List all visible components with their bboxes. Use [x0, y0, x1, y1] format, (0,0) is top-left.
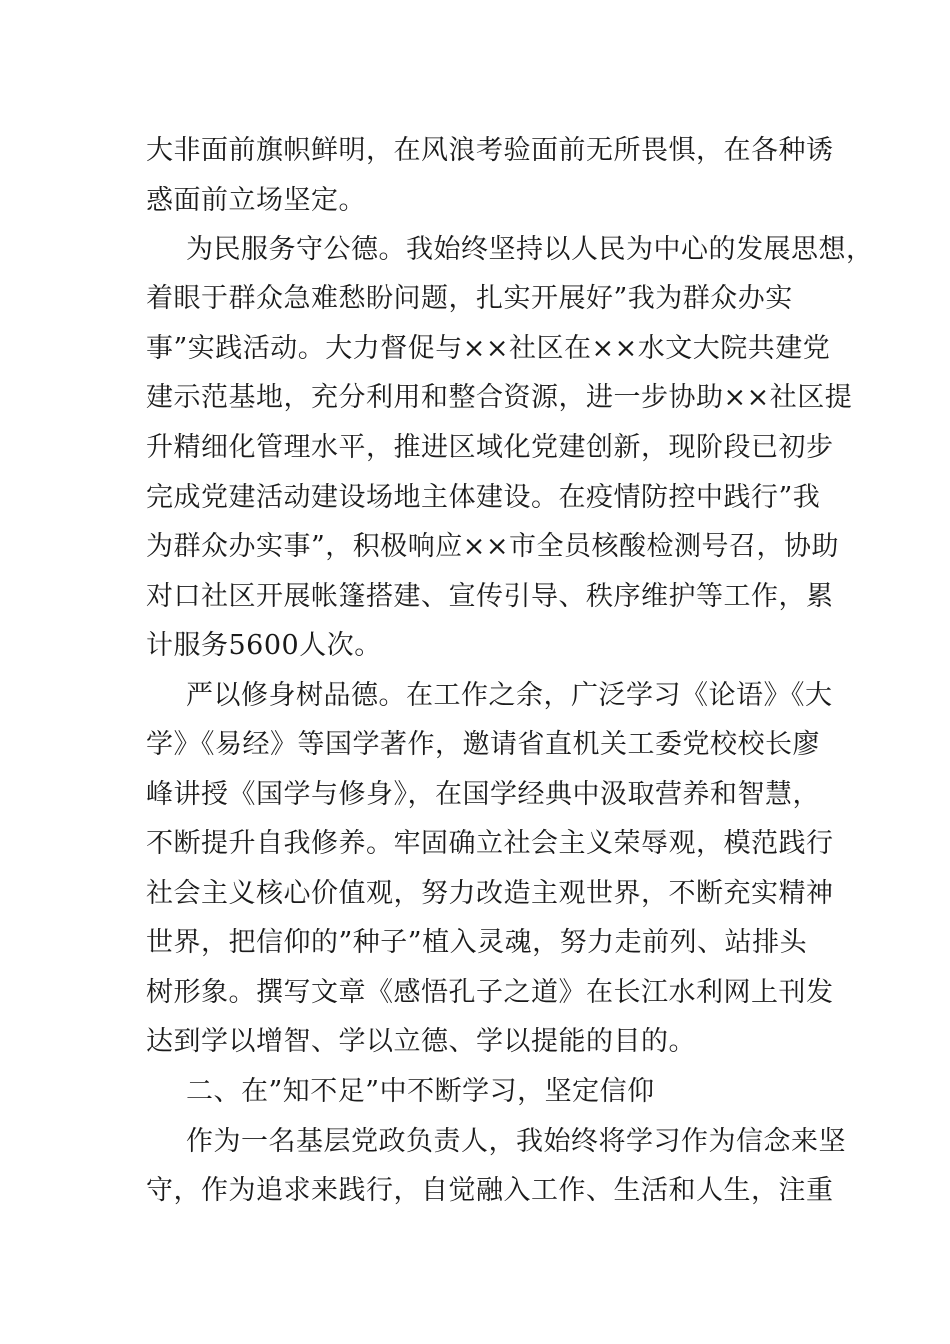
text-line-6: 建示范基地，充分利用和整合资源，进一步协助××社区提 — [146, 382, 853, 413]
text-line-7: 升精细化管理水平，推进区域化党建创新，现阶段已初步 — [146, 432, 834, 463]
text-line-8: 完成党建活动建设场地主体建设。在疫情防控中践行”我 — [146, 482, 821, 513]
text-line-18: 树形象。撰写文章《感悟孔子之道》在长江水利网上刊发 — [146, 977, 834, 1008]
text-line-13: 学》《易经》等国学著作，邀请省直机关工委党校校长廖 — [146, 729, 820, 760]
text-line-21: 作为一名基层党政负责人，我始终将学习作为信念来坚 — [186, 1126, 846, 1157]
text-line-22: 守，作为追求来践行，自觉融入工作、生活和人生，注重 — [146, 1175, 834, 1206]
text-line-4: 着眼于群众急难愁盼问题，扎实开展好”我为群众办实 — [146, 283, 793, 314]
text-line-19: 达到学以增智、学以立德、学以提能的目的。 — [146, 1026, 696, 1057]
text-line-5: 事”实践活动。大力督促与××社区在××水文大院共建党 — [146, 333, 831, 364]
text-line-3: 为民服务守公德。我始终坚持以人民为中心的发展思想， — [186, 234, 874, 265]
text-line-12: 严以修身树品德。在工作之余，广泛学习《论语》《大 — [186, 680, 833, 711]
text-line-11: 计服务5600人次。 — [146, 630, 382, 661]
text-line-1: 大非面前旗帜鲜明，在风浪考验面前无所畏惧，在各种诱 — [146, 135, 834, 166]
text-line-16: 社会主义核心价值观，努力改造主观世界，不断充实精神 — [146, 878, 834, 909]
text-line-2: 惑面前立场坚定。 — [146, 185, 366, 216]
text-line-17: 世界，把信仰的”种子”植入灵魂，努力走前列、站排头 — [146, 927, 808, 958]
text-line-14: 峰讲授《国学与修身》，在国学经典中汲取营养和智慧， — [146, 779, 820, 810]
text-line-10: 对口社区开展帐篷搭建、宣传引导、秩序维护等工作，累 — [146, 581, 834, 612]
text-line-15: 不断提升自我修养。牢固确立社会主义荣辱观，模范践行 — [146, 828, 834, 859]
text-line-9: 为群众办实事”，积极响应××市全员核酸检测号召，协助 — [146, 531, 840, 562]
section-heading: 二、在”知不足”中不断学习，坚定信仰 — [186, 1076, 655, 1107]
